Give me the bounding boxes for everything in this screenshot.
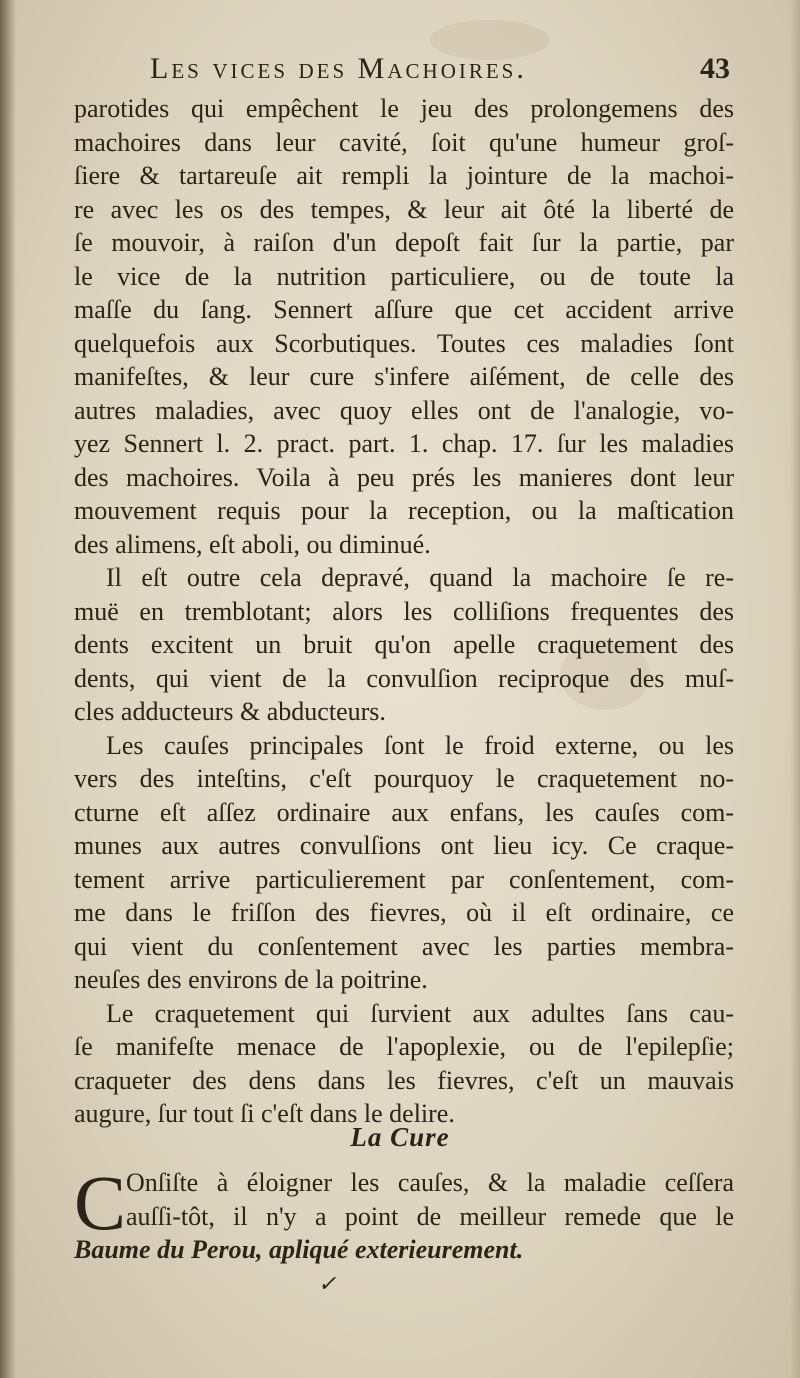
text-line: muë en tremblotant; alors les colliſions frequentes des	[74, 596, 734, 626]
text-line: autres maladies, avec quoy elles ont de l'analogie, vo-	[74, 395, 734, 425]
running-head: Les vices des Machoires.	[150, 52, 527, 85]
main-text	[74, 92, 734, 1131]
text-line: Baume du Perou, apliqué exterieurement.	[74, 1235, 524, 1264]
text-line: munes aux autres convulſions ont lieu icy. Ce craque-	[74, 831, 734, 860]
text-line: quelquefois aux Scorbutiques. Toutes ces maladies ſont	[74, 328, 734, 358]
text-line: Les cauſes principales ſont le froid externe, ou les	[106, 730, 734, 760]
page-number: 43	[700, 52, 730, 85]
text-line: dents excitent un bruit qu'on apelle craquetement des	[74, 630, 734, 659]
text-line: mouvement requis pour la reception, ou la maſtication	[74, 496, 734, 525]
text-line: Le craquetement qui ſurvient aux adultes ſans cau-	[106, 998, 734, 1028]
printer-mark: ✓	[318, 1272, 337, 1297]
text-line: manifeſtes, & leur cure s'infere aiſément, de celle des	[74, 362, 734, 391]
text-line: re avec les os des tempes, & leur ait ôté la liberté de	[74, 194, 734, 224]
text-line: maſſe du ſang. Sennert aſſure que cet accident arrive	[74, 295, 734, 324]
drop-cap: C	[74, 1159, 127, 1246]
text-line: cturne eſt aſſez ordinaire aux enfans, les cauſes com-	[74, 797, 734, 827]
text-line: des alimens, eſt aboli, ou diminué.	[74, 529, 431, 559]
text-line: me dans le friſſon des fievres, où il eſt ordinaire, ce	[74, 898, 734, 927]
text-line: ſiere & tartareuſe ait rempli la jointure de la machoi-	[74, 161, 734, 190]
text-line: machoires dans leur cavité, ſoit qu'une humeur groſ-	[74, 127, 734, 157]
page-edge	[790, 0, 800, 1378]
text-line: neuſes des environs de la poitrine.	[74, 965, 428, 994]
text-line: le vice de la nutrition particuliere, ou de toute la	[74, 261, 734, 291]
text-line: yez Sennert l. 2. pract. part. 1. chap. 17. ſur les maladies	[74, 429, 734, 458]
text-line: auſſi-tôt, il n'y a point de meilleur remede que le	[126, 1201, 734, 1231]
book-spine-shadow	[0, 0, 16, 1378]
text-line: cles adducteurs & abducteurs.	[74, 697, 386, 726]
section-title: La Cure	[350, 1122, 450, 1152]
text-line: Il eſt outre cela depravé, quand la machoire ſe re-	[106, 563, 734, 592]
text-line: augure, ſur tout ſi c'eſt dans le delire.	[74, 1099, 455, 1128]
text-line: qui vient du conſentement avec les parties membra-	[74, 931, 734, 961]
text-line: des machoires. Voila à peu prés les manieres dont leur	[74, 462, 734, 492]
text-line: craqueter des dens dans les fievres, c'eſt un mauvais	[74, 1065, 734, 1095]
text-line: ſe mouvoir, à raiſon d'un depoſt fait ſur la partie, par	[74, 228, 734, 257]
text-line: parotides qui empêchent le jeu des prolongemens des	[74, 94, 734, 123]
text-line: ſe manifeſte menace de l'apoplexie, ou de l'epilepſie;	[74, 1032, 734, 1061]
text-line: dents, qui vient de la convulſion reciproque des muſ-	[74, 663, 734, 693]
text-line: Onſiſte à éloigner les cauſes, & la maladie ceſſera	[126, 1168, 734, 1197]
cure-paragraph	[74, 1159, 734, 1267]
text-line: tement arrive particulierement par conſentement, com-	[74, 864, 734, 894]
text-line: vers des inteſtins, c'eſt pourquoy le craquetement no-	[74, 764, 734, 793]
